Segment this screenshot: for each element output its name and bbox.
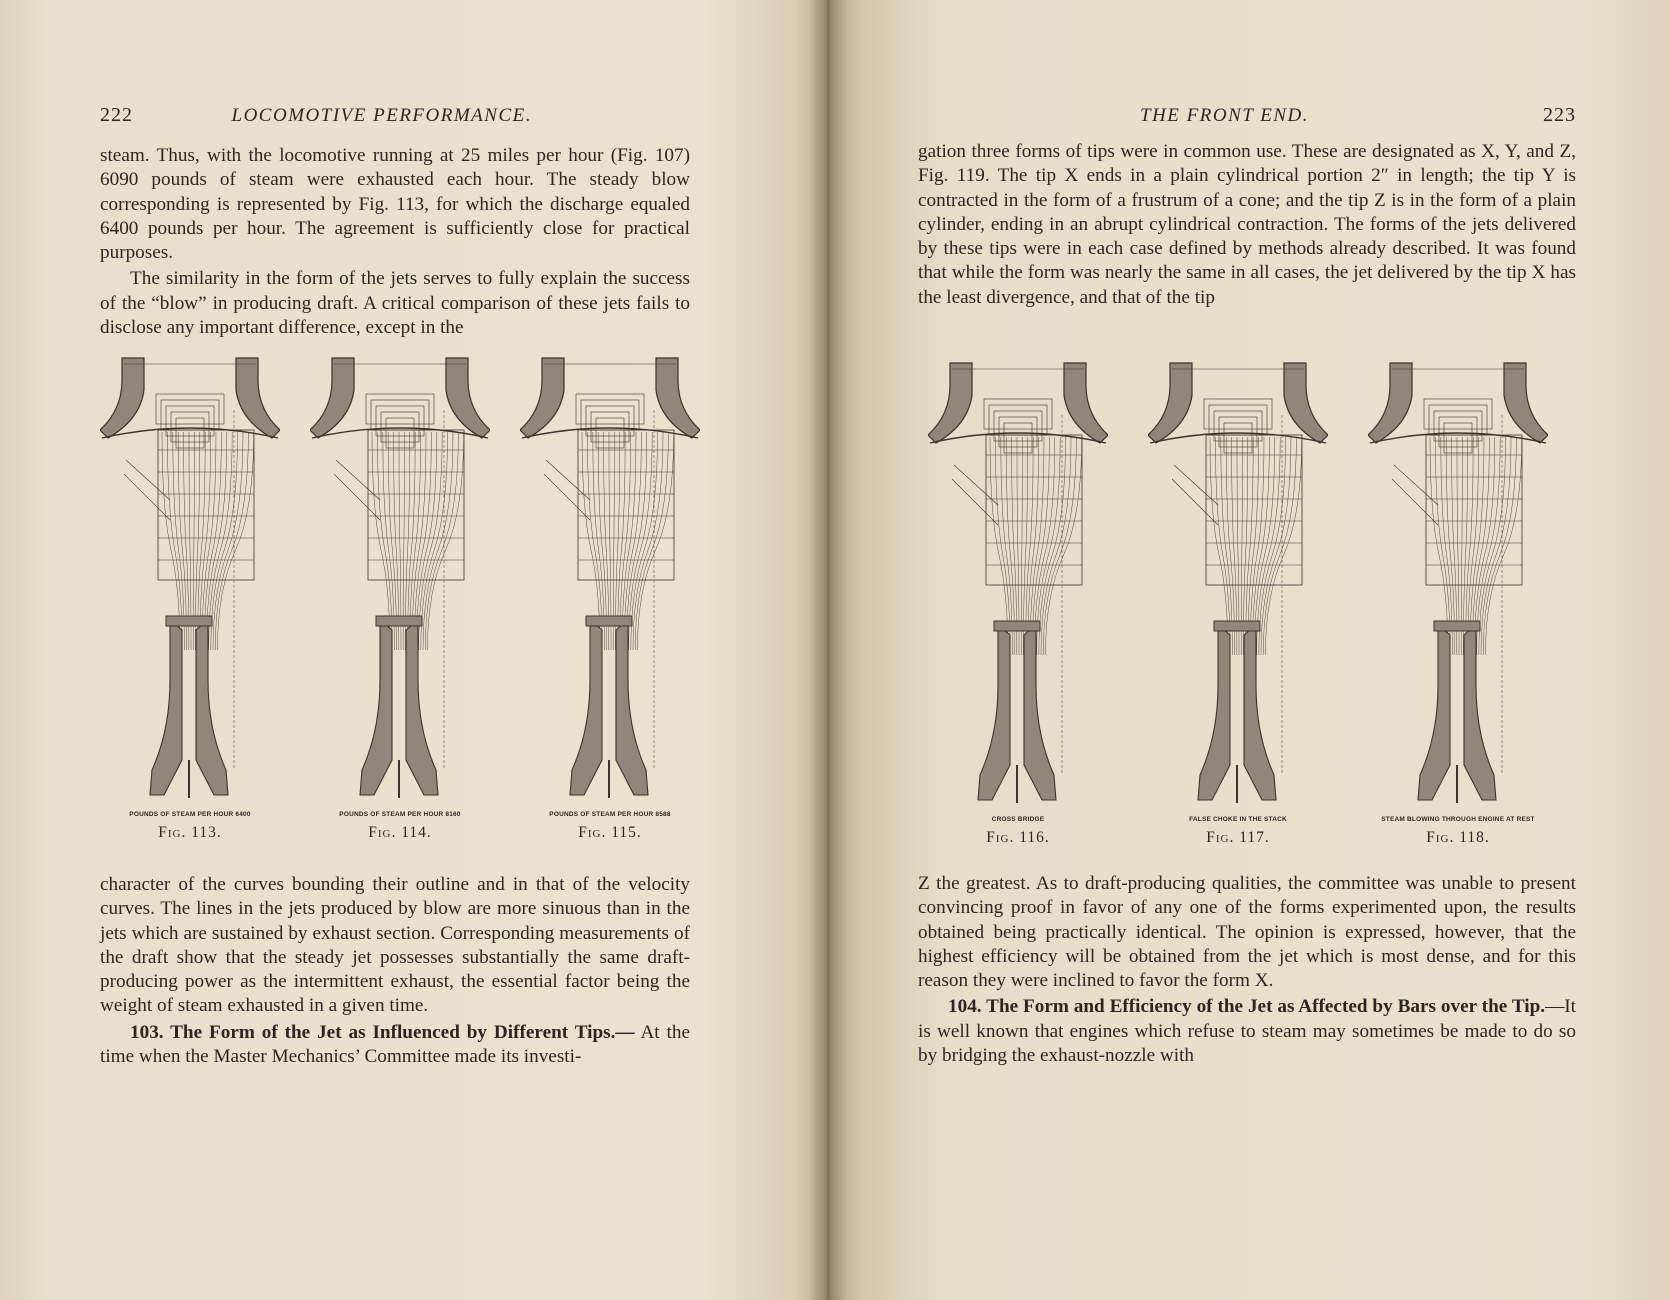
book-gutter xyxy=(808,0,848,1300)
exhaust-pipe-wall xyxy=(1244,625,1276,800)
exhaust-pipe-wall xyxy=(616,620,648,795)
figure-note: CROSS BRIDGE xyxy=(991,816,1045,823)
left-body-top xyxy=(100,144,690,340)
petticoat-outline xyxy=(591,412,629,442)
figure-note: STEAM BLOWING THROUGH ENGINE AT REST xyxy=(1381,816,1535,823)
jet-diagram-117 xyxy=(1148,355,1328,815)
exhaust-pipe-wall xyxy=(360,620,392,795)
figure-113 xyxy=(100,350,280,842)
figure-note: FALSE CHOKE IN THE STACK xyxy=(1189,816,1287,823)
petticoat-outline xyxy=(1429,405,1487,435)
left-page-number: 222 xyxy=(100,104,133,126)
left-running-title: LOCOMOTIVE PERFORMANCE. xyxy=(231,105,532,126)
stack-flange xyxy=(656,358,700,438)
leader-line xyxy=(546,460,590,500)
paragraph: steam. Thus, with the locomotive running at 25 miles per hour (Fig. 107) 6090 pounds of steam were exhausted each hour. The steady blow corresponding is represented by Fig. 113, for which the discharge equaled 6400 pounds per hour. The agreement is sufficiently close for practical purposes. xyxy=(100,145,690,264)
petticoat-outline xyxy=(376,406,424,436)
section-103 xyxy=(100,1021,690,1070)
stack-flange xyxy=(1504,363,1548,443)
smokebox-arc xyxy=(102,428,278,438)
stack-flange xyxy=(100,358,144,438)
right-page-number: 223 xyxy=(1543,104,1576,126)
stack-flange xyxy=(446,358,490,438)
jet-streamline xyxy=(633,432,663,650)
jet-streamline xyxy=(1479,437,1506,655)
smokebox-arc xyxy=(312,428,488,438)
smokebox-arc xyxy=(930,433,1106,443)
nozzle-tip xyxy=(166,616,212,626)
stack-flange xyxy=(1284,363,1328,443)
leader-line xyxy=(336,460,380,500)
figure-note: POUNDS OF STEAM PER HOUR 8588 xyxy=(549,811,671,818)
jet-streamline xyxy=(631,432,658,650)
nozzle-tip xyxy=(1434,621,1480,631)
exhaust-pipe-wall xyxy=(1464,625,1496,800)
nozzle-tip xyxy=(994,621,1040,631)
jet-streamline xyxy=(1039,437,1066,655)
paragraph: character of the curves bounding their outline and in that of the velocity curves. The lines in the jets produced by blow are more sinuous than in the jets which are sustained by exhaust section. Corresponding measurements of the draft show that the steady jet possesses substantially the same draft-producing power as the intermittent exhaust, the essential factor being the weight of steam exhausted in a given time. xyxy=(100,874,690,1017)
stack-flange xyxy=(1148,363,1192,443)
jet-streamline xyxy=(211,432,238,650)
exhaust-pipe-wall xyxy=(196,620,228,795)
jet-diagram-118 xyxy=(1368,355,1548,815)
figure-caption: Fig. 118. xyxy=(1426,829,1490,846)
exhaust-pipe-wall xyxy=(1198,625,1230,800)
petticoat-outline xyxy=(999,417,1037,447)
stack-flange xyxy=(236,358,280,438)
figure-caption: Fig. 115. xyxy=(578,824,642,841)
exhaust-pipe-wall xyxy=(150,620,182,795)
jet-diagram-114 xyxy=(310,350,490,810)
left-body-bottom xyxy=(100,873,690,1069)
petticoat-outline xyxy=(1439,417,1477,447)
paragraph: gation three forms of tips were in common use. These are designated as X, Y, and Z, Fig. 119. The tip X ends in a plain cylindrical portion 2″ in length; the tip Y is contracted in the form of a frustrum of a cone; and the tip Z is in the form of a plain cylinder, ending in an abrupt cylindrical contraction. The forms of the jets delivered by these tips were in each case defined by methods already described. It was found that while the form was nearly the same in all cases, the jet delivered by the tip X has the least divergence, and that of the tip xyxy=(918,141,1576,308)
nozzle-tip xyxy=(376,616,422,626)
section-heading: 104. The Form and Efficiency of the Jet as Affected by Bars over the Tip. xyxy=(948,996,1546,1018)
figure-117 xyxy=(1148,355,1328,847)
smokebox-arc xyxy=(1150,433,1326,443)
smokebox-arc xyxy=(1370,433,1546,443)
section-text: At the time when the Master Mechanics’ Committee made its investi- xyxy=(100,1021,690,1068)
jet-streamline xyxy=(1259,437,1286,655)
section-text: —It is well known that engines which refuse to steam may sometimes be made to do so by bridging the exhaust-nozzle with xyxy=(918,996,1576,1067)
exhaust-pipe-wall xyxy=(1418,625,1450,800)
figure-116 xyxy=(928,355,1108,847)
petticoat-outline xyxy=(1219,417,1257,447)
figure-note: POUNDS OF STEAM PER HOUR 8160 xyxy=(339,811,461,818)
left-figure-row xyxy=(100,350,700,842)
petticoat-outline xyxy=(1214,411,1262,441)
jet-streamline xyxy=(1261,437,1291,655)
leader-line xyxy=(1174,465,1218,505)
nozzle-tip xyxy=(586,616,632,626)
stack-flange xyxy=(1368,363,1412,443)
stack-flange xyxy=(520,358,564,438)
figure-caption: Fig. 113. xyxy=(158,824,222,841)
section-heading: 103. The Form of the Jet as Influenced by Different Tips.— xyxy=(130,1021,635,1043)
petticoat-outline xyxy=(586,406,634,436)
figure-caption: Fig. 116. xyxy=(986,829,1050,846)
leader-line xyxy=(1394,465,1438,505)
stack-flange xyxy=(1064,363,1108,443)
smokebox-arc xyxy=(522,428,698,438)
jet-streamline xyxy=(421,432,448,650)
exhaust-pipe-wall xyxy=(406,620,438,795)
right-body-bottom xyxy=(918,872,1576,1068)
jet-diagram-116 xyxy=(928,355,1108,815)
figure-114 xyxy=(310,350,490,842)
jet-streamline xyxy=(1481,437,1511,655)
figure-115 xyxy=(520,350,700,842)
jet-streamline xyxy=(423,432,453,650)
petticoat-outline xyxy=(371,400,429,430)
petticoat-outline xyxy=(581,400,639,430)
figure-caption: Fig. 117. xyxy=(1206,829,1270,846)
paragraph: Z the greatest. As to draft-producing qualities, the committee was unable to present convincing proof in favor of any one of the forms experimented upon, the results obtained being practically identical. The opinion is expressed, however, that the highest efficiency will be obtained from the jet which is most dense, and for this reason they were inclined to favor the form X. xyxy=(918,873,1576,992)
figure-note: POUNDS OF STEAM PER HOUR 6400 xyxy=(129,811,251,818)
petticoat-outline xyxy=(171,412,209,442)
petticoat-outline xyxy=(1434,411,1482,441)
petticoat-outline xyxy=(994,411,1042,441)
right-body-top xyxy=(918,140,1576,310)
exhaust-pipe-wall xyxy=(1024,625,1056,800)
petticoat-outline xyxy=(381,412,419,442)
leader-line xyxy=(126,460,170,500)
right-running-title: THE FRONT END. xyxy=(1140,105,1309,126)
right-header xyxy=(1140,104,1576,127)
exhaust-pipe-wall xyxy=(570,620,602,795)
leader-line xyxy=(954,465,998,505)
petticoat-outline xyxy=(161,400,219,430)
jet-streamline xyxy=(1041,437,1071,655)
jet-diagram-115 xyxy=(520,350,700,810)
right-page xyxy=(828,0,1670,1300)
nozzle-tip xyxy=(1214,621,1260,631)
jet-diagram-113 xyxy=(100,350,280,810)
paragraph: The similarity in the form of the jets serves to fully explain the success of the “blow” in producing draft. A critical comparison of these jets fails to disclose any important difference, except in the xyxy=(100,268,690,339)
left-header xyxy=(100,104,692,127)
stack-flange xyxy=(310,358,354,438)
jet-streamline xyxy=(213,432,243,650)
figure-caption: Fig. 114. xyxy=(368,824,432,841)
section-104 xyxy=(918,995,1576,1068)
left-page xyxy=(0,0,828,1300)
petticoat-outline xyxy=(989,405,1047,435)
exhaust-pipe-wall xyxy=(978,625,1010,800)
right-figure-row xyxy=(928,355,1548,847)
petticoat-outline xyxy=(166,406,214,436)
figure-118 xyxy=(1368,355,1548,847)
petticoat-outline xyxy=(1209,405,1267,435)
stack-flange xyxy=(928,363,972,443)
